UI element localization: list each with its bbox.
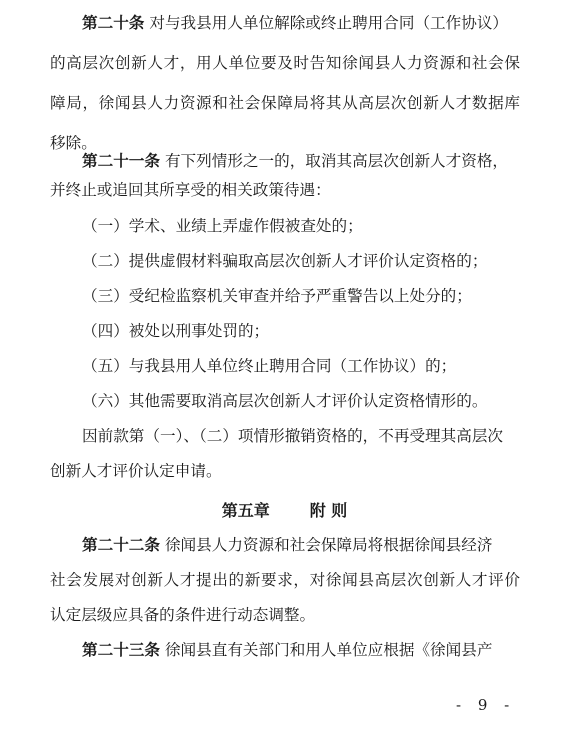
chapter-heading (0, 499, 569, 523)
article-20-label: 第二十条 (82, 13, 145, 32)
article-21-item-5: （五）与我县用人单位终止聘用合同（工作协议）的； (82, 357, 457, 375)
chapter-number: 第五章 (221, 501, 270, 520)
article-22-line-1 (82, 533, 522, 557)
article-21-item-1: （一）学术、业绩上弄虚作假被查处的； (82, 217, 363, 235)
article-23-label: 第二十三条 (82, 640, 160, 659)
article-22-text-1: 徐闻县人力资源和社会保障局将根据徐闻县经济 (164, 536, 493, 554)
chapter-title: 附 则 (309, 501, 348, 520)
article-21-text-1: 有下列情形之一的，取消其高层次创新人才资格， (164, 152, 509, 170)
article-21-item-6: （六）其他需要取消高层次创新人才评价认定资格情形的。 (82, 392, 488, 410)
article-22-label: 第二十二条 (82, 535, 160, 554)
article-20-text-1: 对与我县用人单位解除或终止聘用合同（工作协议） (149, 14, 509, 32)
article-22-line-2: 社会发展对创新人才提出的新要求，对徐闻县高层次创新人才评价 (50, 571, 520, 589)
page-number: - 9 - (456, 696, 516, 714)
article-21-note-line-2: 创新人才评价认定申请。 (50, 462, 222, 480)
article-23-text-1: 徐闻县直有关部门和用人单位应根据《徐闻县产 (164, 641, 493, 659)
article-22-line-3: 认定层级应具备的条件进行动态调整。 (50, 606, 316, 624)
article-20-line-2: 的高层次创新人才，用人单位要及时告知徐闻县人力资源和社会保 (50, 54, 520, 72)
article-21-item-2: （二）提供虚假材料骗取高层次创新人才评价认定资格的； (82, 252, 488, 270)
article-20-line-4: 移除。 (50, 134, 97, 152)
article-20-line-1 (82, 11, 522, 35)
article-21-line-1 (82, 149, 522, 173)
article-23-line-1 (82, 638, 522, 662)
article-20-line-3: 障局，徐闻县人力资源和社会保障局将其从高层次创新人才数据库 (50, 94, 520, 112)
article-21-line-2: 并终止或追回其所享受的相关政策待遇： (50, 181, 331, 199)
article-21-item-3: （三）受纪检监察机关审查并给予严重警告以上处分的； (82, 287, 472, 305)
article-21-note-line-1: 因前款第（一）、（二）项情形撤销资格的，不再受理其高层次 (82, 427, 504, 445)
article-21-item-4: （四）被处以刑事处罚的； (82, 322, 270, 340)
article-21-label: 第二十一条 (82, 151, 160, 170)
